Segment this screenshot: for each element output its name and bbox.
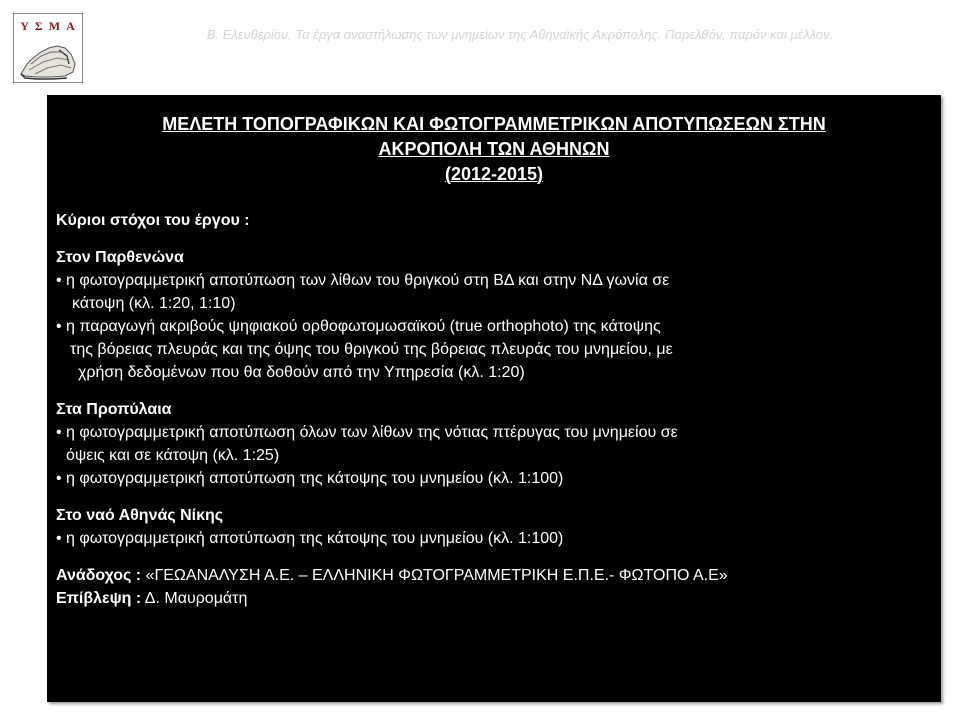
slide-panel [47, 95, 941, 702]
parthenon-item-2-line-1: • η παραγωγή ακριβούς ψηφιακού ορθοφωτομωσαϊκού (true orthophoto) της κάτοψης [56, 318, 661, 335]
nike-item-1-line-1: • η φωτογραμμετρική αποτύπωση της κάτοψης του μνημείου (κλ. 1:100) [56, 530, 564, 547]
title-line-3: (2012-2015) [444, 164, 544, 184]
slide-content [56, 209, 926, 610]
parthenon-heading: Στον Παρθενώνα [56, 249, 184, 266]
parthenon-item-1-line-1: • η φωτογραμμετρική αποτύπωση των λίθων του θριγκού στη ΒΔ και στην ΝΔ γωνία σε [56, 272, 670, 289]
parthenon-item-1-line-2: κάτοψη (κλ. 1:20, 1:10) [72, 295, 236, 312]
slide-title [47, 112, 941, 187]
contractor-value: «ΓΕΩΑΝΑΛΥΣΗ Α.Ε. – ΕΛΛΗΝΙΚΗ ΦΩΤΟΓΡΑΜΜΕΤΡΙΚΗ Ε.Π.Ε.- ΦΩΤΟΠΟ Α.Ε» [145, 567, 728, 584]
propylaia-item-1-line-2: όψεις και σε κάτοψη (κλ. 1:25) [66, 447, 280, 464]
header-citation: Β. Ελευθερίου, Τα έργα αναστήλωσης των μνημείων της Αθηναϊκής Ακρόπολης. Παρελθόν, παρόν και μέλλον. [206, 27, 834, 42]
supervision-label: Επίβλεψη : [56, 590, 142, 607]
propylaia-item-1-line-1: • η φωτογραμμετρική αποτύπωση όλων των λίθων της νότιας πτέρυγας του μνημείου σε [56, 424, 678, 441]
parthenon-item-2-line-3: χρήση δεδομένων που θα δοθούν από την Υπηρεσία (κλ. 1:20) [78, 364, 525, 381]
supervision-line [56, 587, 926, 610]
logo-text: ΥΣΜΑ [20, 19, 81, 33]
supervision-value: Δ. Μαυρομάτη [144, 590, 248, 607]
goals-heading: Κύριοι στόχοι του έργου : [56, 212, 250, 229]
propylaia-heading: Στα Προπύλαια [56, 401, 172, 418]
contractor-label: Ανάδοχος : [56, 567, 142, 584]
propylaia-item-2-line-1: • η φωτογραμμετρική αποτύπωση της κάτοψης του μνημείου (κλ. 1:100) [56, 470, 564, 487]
title-line-1: ΜΕΛΕΤΗ ΤΟΠΟΓΡΑΦΙΚΩΝ ΚΑΙ ΦΩΤΟΓΡΑΜΜΕΤΡΙΚΩΝ ΑΠΟΤΥΠΩΣΕΩΝ ΣΤΗΝ [162, 114, 826, 134]
statue-fragment-icon [17, 34, 79, 80]
logo [13, 13, 83, 83]
contractor-line [56, 564, 926, 587]
parthenon-item-2-line-2: της βόρειας πλευράς και της όψης του θριγκού της βόρειας πλευράς του μνημείου, με [70, 341, 673, 358]
nike-heading: Στο ναό Αθηνάς Νίκης [56, 507, 224, 524]
title-line-2: ΑΚΡΟΠΟΛΗ ΤΩΝ ΑΘΗΝΩΝ [378, 139, 610, 159]
